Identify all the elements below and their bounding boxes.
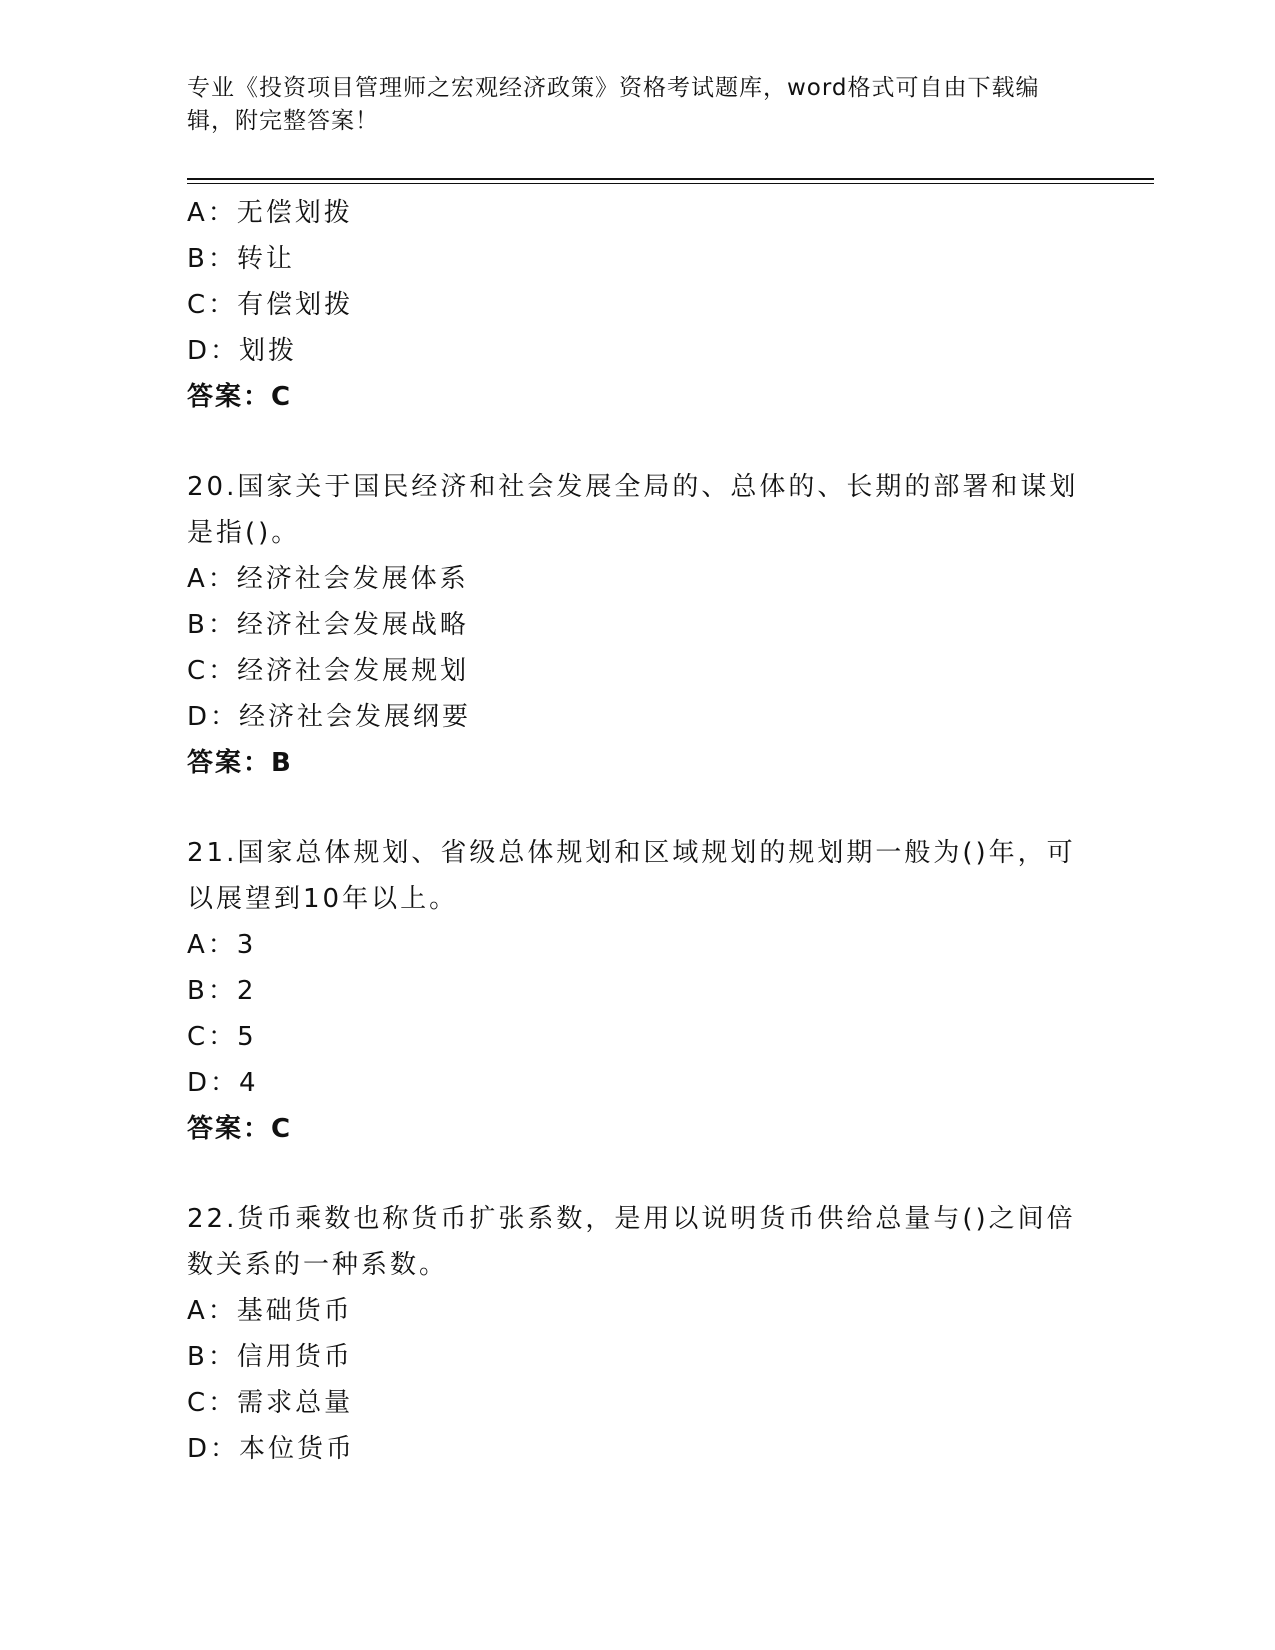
option-a: A：基础货币 — [187, 1296, 353, 1326]
option-b: B：转让 — [187, 244, 295, 274]
option-b: B：经济社会发展战略 — [187, 610, 469, 640]
header-rule-thin — [187, 183, 1154, 184]
option-b: B：2 — [187, 976, 257, 1006]
prev-question-block — [187, 190, 1087, 420]
question-20 — [187, 464, 1087, 786]
option-a: A：无偿划拨 — [187, 198, 353, 228]
option-d: D：划拨 — [187, 336, 298, 366]
question-text: 21.国家总体规划、省级总体规划和区域规划的规划期一般为()年，可以展望到10年以上。 — [187, 838, 1076, 914]
option-d: D：4 — [187, 1068, 259, 1098]
header-rule-thick — [187, 178, 1154, 180]
question-text: 20.国家关于国民经济和社会发展全局的、总体的、长期的部署和谋划是指()。 — [187, 472, 1079, 548]
option-a: A：经济社会发展体系 — [187, 564, 469, 594]
answer-line: 答案：B — [187, 748, 293, 778]
option-c: C：经济社会发展规划 — [187, 656, 470, 686]
option-b: B：信用货币 — [187, 1342, 353, 1372]
option-c: C：5 — [187, 1022, 257, 1052]
answer-line: 答案：C — [187, 382, 293, 412]
option-d: D：经济社会发展纲要 — [187, 702, 472, 732]
option-a: A：3 — [187, 930, 257, 960]
page-header: 专业《投资项目管理师之宏观经济政策》资格考试题库，word格式可自由下载编辑，附完整答案！ — [187, 75, 1040, 134]
question-21 — [187, 830, 1087, 1152]
answer-line: 答案：C — [187, 1114, 293, 1144]
option-c: C：需求总量 — [187, 1388, 354, 1418]
option-d: D：本位货币 — [187, 1434, 356, 1464]
question-content — [187, 190, 1087, 1472]
option-c: C：有偿划拨 — [187, 290, 354, 320]
question-22 — [187, 1196, 1087, 1472]
question-text: 22.货币乘数也称货币扩张系数，是用以说明货币供给总量与()之间倍数关系的一种系数。 — [187, 1204, 1076, 1280]
